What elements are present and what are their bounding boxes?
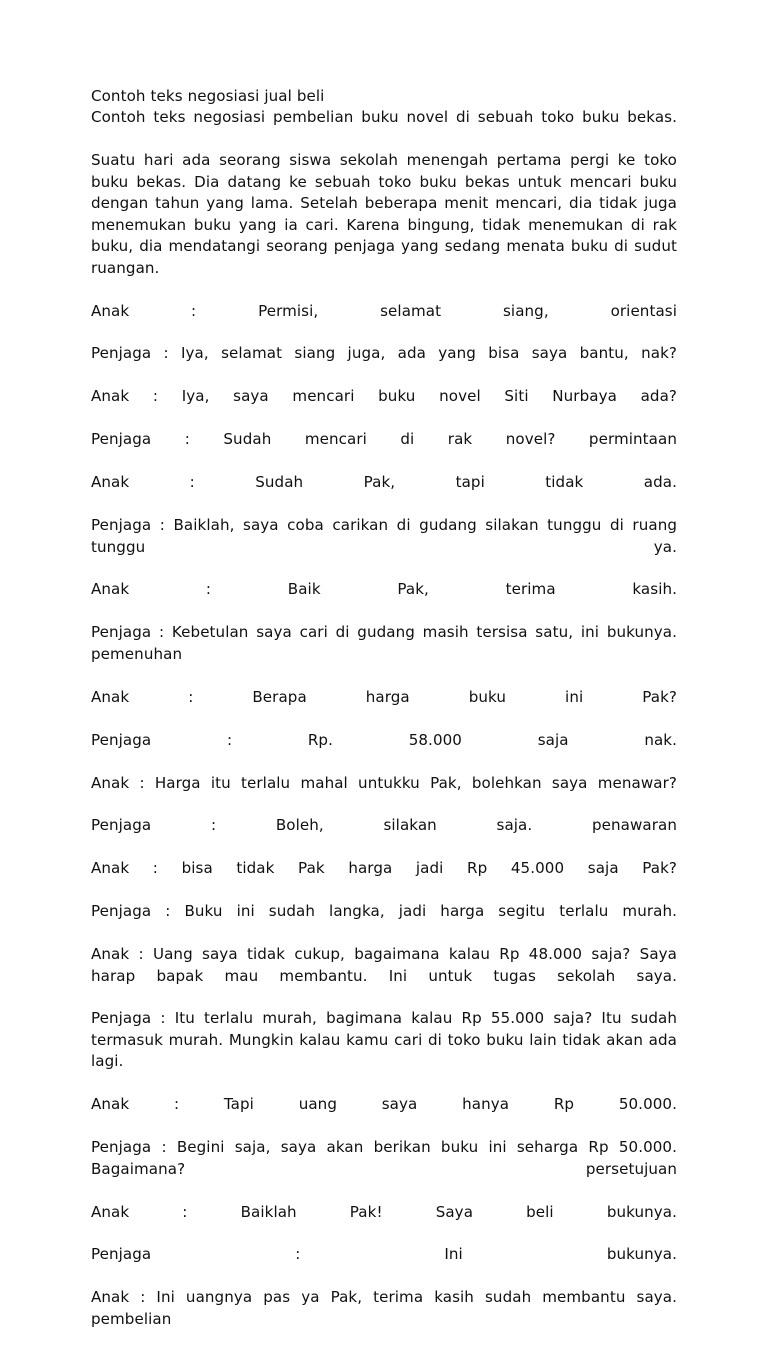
paragraph-dialog-1: Anak : Permisi, selamat siang, orientasi bbox=[91, 301, 677, 320]
paragraph-dialog-10: Penjaga : Rp. 58.000 saja nak. bbox=[91, 730, 677, 749]
paragraph-dialog-12: Penjaga : Boleh, silakan saja. penawaran bbox=[91, 816, 677, 835]
paragraph-dialog-6: Penjaga : Baiklah, saya coba carikan di gudang silakan tunggu di ruang tunggu ya. bbox=[91, 516, 677, 556]
paragraph-dialog-17: Anak : Tapi uang saya hanya Rp 50.000. bbox=[91, 1095, 677, 1114]
paragraph-dialog-5: Anak : Sudah Pak, tapi tidak ada. bbox=[91, 473, 677, 492]
paragraph-heading: Contoh teks negosiasi jual beli bbox=[91, 87, 325, 105]
paragraph-dialog-8: Penjaga : Kebetulan saya cari di gudang masih tersisa satu, ini bukunya. pemenuhan bbox=[91, 623, 677, 663]
document-text-body bbox=[91, 86, 677, 1352]
paragraph-dialog-15: Anak : Uang saya tidak cukup, bagaimana kalau Rp 48.000 saja? Saya harap bapak mau membantu. Ini untuk tugas sekolah saya. bbox=[91, 945, 677, 985]
paragraph-dialog-21: Anak : Ini uangnya pas ya Pak, terima kasih sudah membantu saya. pembelian bbox=[91, 1288, 677, 1328]
paragraph-orientation-narrative: Suatu hari ada seorang siswa sekolah menengah pertama pergi ke toko buku bekas. Dia datang ke sebuah toko buku bekas untuk mencari buku dengan tahun yang lama. Setelah beberapa menit mencari, dia tidak juga menemukan buku yang ia cari. Karena bingung, tidak menemukan di rak buku, dia mendatangi seorang penjaga yang sedang menata buku di sudut ruangan. bbox=[91, 151, 677, 277]
paragraph-dialog-2: Penjaga : Iya, selamat siang juga, ada yang bisa saya bantu, nak? bbox=[91, 344, 677, 363]
paragraph-dialog-3: Anak : Iya, saya mencari buku novel Siti Nurbaya ada? bbox=[91, 387, 677, 406]
paragraph-intro-subject: Contoh teks negosiasi pembelian buku novel di sebuah toko buku bekas. bbox=[91, 108, 677, 127]
paragraph-dialog-19: Anak : Baiklah Pak! Saya beli bukunya. bbox=[91, 1202, 677, 1221]
paragraph-dialog-13: Anak : bisa tidak Pak harga jadi Rp 45.000 saja Pak? bbox=[91, 859, 677, 878]
paragraph-dialog-4: Penjaga : Sudah mencari di rak novel? permintaan bbox=[91, 430, 677, 449]
paragraph-dialog-9: Anak : Berapa harga buku ini Pak? bbox=[91, 687, 677, 706]
paragraph-dialog-11: Anak : Harga itu terlalu mahal untukku Pak, bolehkan saya menawar? bbox=[91, 773, 677, 792]
paragraph-dialog-18: Penjaga : Begini saja, saya akan berikan buku ini seharga Rp 50.000. Bagaimana? persetujuan bbox=[91, 1138, 677, 1178]
paragraph-dialog-7: Anak : Baik Pak, terima kasih. bbox=[91, 580, 677, 599]
paragraph-dialog-16: Penjaga : Itu terlalu murah, bagimana kalau Rp 55.000 saja? Itu sudah termasuk murah. Mungkin kalau kamu cari di toko buku lain tidak akan ada lagi. bbox=[91, 1009, 677, 1071]
paragraph-dialog-20: Penjaga : Ini bukunya. bbox=[91, 1245, 677, 1264]
paragraph-dialog-14: Penjaga : Buku ini sudah langka, jadi harga segitu terlalu murah. bbox=[91, 902, 677, 921]
